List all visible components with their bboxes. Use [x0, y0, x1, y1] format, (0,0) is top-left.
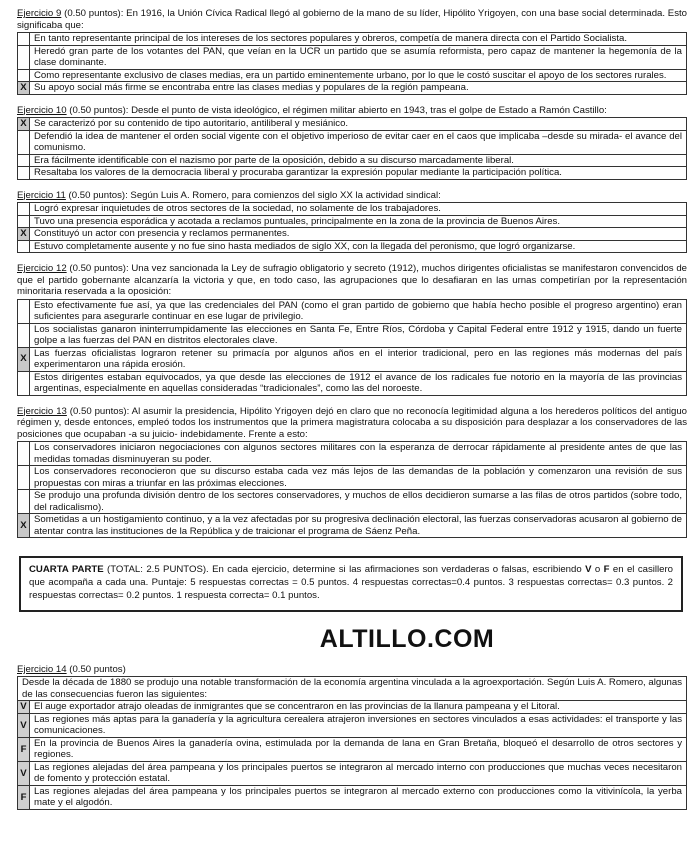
- answer-box[interactable]: [18, 323, 30, 347]
- exercise-9-text: (0.50 puntos): En 1916, la Unión Cívica Radical llegó al gobierno de la mano de su líder, Hipólito Yrigoyen, con una base social determinada. Esto significaba que:: [17, 8, 687, 31]
- option-row: [18, 240, 687, 253]
- exercise-10-intro: [17, 105, 687, 117]
- site-watermark: ALTILLO.COM: [319, 624, 495, 653]
- statement-row: [18, 737, 687, 761]
- option-row: [18, 130, 687, 154]
- answer-box[interactable]: [18, 490, 30, 514]
- answer-box-selected[interactable]: X: [18, 228, 30, 241]
- exercise-9: [17, 8, 687, 95]
- exercise-14-intro: [17, 664, 687, 676]
- option-text: Las fuerzas oficialistas lograron retener su primacía por algunos años en el interior tradicional, pero en las regiones más modernas del país experimentaron una rápida erosión.: [30, 347, 687, 371]
- exercise-10-label: Ejercicio 10: [17, 104, 67, 116]
- exercise-11-options: [17, 202, 687, 253]
- option-text: Resaltaba los valores de la democracia liberal y procuraba garantizar la expresión popular mediante la participación política.: [30, 167, 687, 180]
- answer-box[interactable]: [18, 154, 30, 167]
- exercise-10-options: [17, 117, 687, 180]
- exercise-13-label: Ejercicio 13: [17, 405, 67, 417]
- option-row: [18, 323, 687, 347]
- option-row: [18, 167, 687, 180]
- exercise-13-options: [17, 441, 687, 538]
- answer-box[interactable]: [18, 167, 30, 180]
- option-text: Los socialistas ganaron ininterrumpidamente las elecciones en Santa Fe, Entre Ríos, Córdoba y Capital Federal entre 1912 y 1915, dando un fuerte golpe a las fuerzas del PAN en distritos electorales clave.: [30, 323, 687, 347]
- exercise-10-text: (0.50 puntos): Desde el punto de vista ideológico, el régimen militar abierto en 1943, tras el golpe de Estado a Ramón Castillo:: [66, 104, 607, 116]
- exam-page: [17, 8, 687, 820]
- option-text: Logró expresar inquietudes de otros sectores de la sociedad, no solamente de los trabajadores.: [30, 203, 687, 216]
- option-text: Como representante exclusivo de clases medias, era un partido eminentemente urbano, por lo que le costó suscitar el apoyo de los sectores rurales.: [30, 69, 687, 82]
- answer-box-selected[interactable]: X: [18, 82, 30, 95]
- option-row: [18, 69, 687, 82]
- exercise-13-intro: [17, 406, 687, 441]
- statement-row: [18, 785, 687, 809]
- statement-text: Las regiones alejadas del área pampeana y los principales puertos se integraron al mercado interno con producciones que muchas veces necesitaron de fomento y protección estatal.: [30, 761, 687, 785]
- exercise-14-text: (0.50 puntos): [66, 663, 126, 675]
- option-row: [18, 466, 687, 490]
- statement-text: En la provincia de Buenos Aires la ganadería ovina, estimulada por la demanda de lana en Gran Bretaña, bloqueó el desarrollo de otros sectores y regiones.: [30, 737, 687, 761]
- option-row: [18, 215, 687, 228]
- section-four-text-a: (TOTAL: 2.5 PUNTOS). En cada ejercicio, determine si las afirmaciones son verdaderas o falsas, escribiendo: [103, 564, 586, 575]
- exercise-14-table: [17, 676, 687, 810]
- option-text: Era fácilmente identificable con el nazismo por parte de la oposición, debido a su discurso marcadamente liberal.: [30, 154, 687, 167]
- answer-box[interactable]: [18, 442, 30, 466]
- answer-box[interactable]: [18, 69, 30, 82]
- statement-row: [18, 701, 687, 714]
- answer-box[interactable]: V: [18, 701, 30, 714]
- exercise-11-intro: [17, 190, 687, 202]
- option-text: Estos dirigentes estaban equivocados, ya que desde las elecciones de 1912 el avance de los radicales fue notorio en la mayoría de las provincias argentinas, especialmente en aquellas consideradas “tradicionales”, como las del noroeste.: [30, 371, 687, 395]
- option-row: [18, 299, 687, 323]
- answer-box[interactable]: [18, 203, 30, 216]
- option-text: Heredó gran parte de los votantes del PAN, que veían en la UCR un partido que se asumía reformista, pero capaz de mantener la hegemonía de la clase dominante.: [30, 45, 687, 69]
- option-row: [18, 442, 687, 466]
- exercise-11-text: (0.50 puntos): Según Luis A. Romero, para comienzos del siglo XX la actividad sindical:: [65, 189, 441, 201]
- answer-box[interactable]: [18, 371, 30, 395]
- answer-box-selected[interactable]: X: [18, 118, 30, 131]
- statement-row: [18, 761, 687, 785]
- option-text: En tanto representante principal de los intereses de los sectores populares y obreros, competía de manera directa con el Partido Socialista.: [30, 33, 687, 46]
- exercise-14-stem: Desde la década de 1880 se produjo una notable transformación de la economía argentina vinculada a la agroexportación. Según Luis A. Romero, algunas de las consecuencias fueron las siguientes:: [18, 677, 687, 701]
- exercise-9-options: [17, 32, 687, 95]
- section-four-instructions: [19, 556, 683, 612]
- exercise-9-intro: [17, 8, 687, 31]
- option-text: Constituyó un actor con presencia y reclamos permanentes.: [30, 228, 687, 241]
- statement-text: El auge exportador atrajo oleadas de inmigrantes que se concentraron en las provincias de la llanura pampeana y el Litoral.: [30, 701, 687, 714]
- exercise-14-label: Ejercicio 14: [17, 663, 67, 675]
- answer-box[interactable]: [18, 45, 30, 69]
- option-row: [18, 203, 687, 216]
- option-row: [18, 490, 687, 514]
- exercise-13: [17, 406, 687, 539]
- exercise-10: [17, 105, 687, 180]
- option-row: [18, 45, 687, 69]
- answer-box[interactable]: F: [18, 785, 30, 809]
- statement-row: [18, 713, 687, 737]
- answer-box[interactable]: [18, 466, 30, 490]
- option-text: Defendió la idea de mantener el orden social vigente con el objetivo imperioso de evitar caer en el caos que implicaba –desde su mirada- el avance del comunismo.: [30, 130, 687, 154]
- option-row: [18, 118, 687, 131]
- exercise-12-text: (0.50 puntos): Una vez sancionada la Ley de sufragio obligatorio y secreto (1912), muchos dirigentes oficialistas se manifestaron convencidos de que el partido gobernante alcanzaría la victoria y que, en todo caso, las agrupaciones que lo desafiaran en las urnas competirían por la representación minoritaria reservada a la oposición:: [17, 263, 687, 297]
- answer-box-selected[interactable]: X: [18, 514, 30, 538]
- option-row: [18, 371, 687, 395]
- answer-box[interactable]: [18, 130, 30, 154]
- option-row: [18, 228, 687, 241]
- answer-box[interactable]: V: [18, 713, 30, 737]
- option-row: [18, 82, 687, 95]
- exercise-12-intro: [17, 263, 687, 298]
- option-text: Se produjo una profunda división dentro de los sectores conservadores, y muchos de ellos decidieron sumarse a las filas de otros partidos (sobre todo, del radicalismo).: [30, 490, 687, 514]
- option-row: [18, 33, 687, 46]
- option-row: [18, 347, 687, 371]
- option-text: Se caracterizó por su contenido de tipo autoritario, antiliberal y mesiánico.: [30, 118, 687, 131]
- answer-box-selected[interactable]: X: [18, 347, 30, 371]
- option-row: [18, 514, 687, 538]
- exercise-12-label: Ejercicio 12: [17, 263, 67, 274]
- answer-box[interactable]: [18, 33, 30, 46]
- exercise-13-text: (0.50 puntos): Al asumir la presidencia, Hipólito Yrigoyen dejó en claro que no reconocía legitimidad alguna a los herederos políticos del antiguo régimen y, desde entonces, empleó todos los instrumentos que la primera magistratura colocaba a su disposición para desplazar a los conservadores de las posiciones que ocupaban -a su juicio- indebidamente. Frente a esto:: [17, 405, 687, 440]
- exercise-14: [17, 664, 687, 810]
- exercise-11-label: Ejercicio 11: [17, 189, 66, 201]
- option-text: Esto efectivamente fue así, ya que las credenciales del PAN (como el gran partido de gobierno que había hecho posible el progreso argentino) eran suficientes para asegurarle continuar en ese lugar de privilegio.: [30, 299, 687, 323]
- true-letter: V: [585, 564, 592, 575]
- section-four-title: CUARTA PARTE: [29, 564, 104, 575]
- option-text: Los conservadores reconocieron que su discurso estaba cada vez más lejos de las demandas de la población y comenzaron una revisión de sus propuestas con miras a triunfar en las próximas elecciones.: [30, 466, 687, 490]
- false-letter: F: [603, 564, 610, 575]
- option-text: Estuvo completamente ausente y no fue sino hasta mediados de siglo XX, con la llegada del peronismo, que logró organizarse.: [30, 240, 687, 253]
- answer-box[interactable]: [18, 215, 30, 228]
- answer-box[interactable]: [18, 240, 30, 253]
- option-row: [18, 154, 687, 167]
- option-text: Su apoyo social más firme se encontraba entre las clases medias y populares de la región pampeana.: [30, 82, 687, 95]
- answer-box[interactable]: V: [18, 761, 30, 785]
- exercise-9-label: Ejercicio 9: [17, 8, 62, 19]
- option-text: Sometidas a un hostigamiento continuo, y a la vez afectadas por su progresiva declinación electoral, las fuerzas conservadoras acusaron al gobierno de atentar contra las instituciones de la República y de traicionar el programa de Sáenz Peña.: [30, 514, 687, 538]
- option-text: Tuvo una presencia esporádica y acotada a reclamos puntuales, principalmente en la zona de la provincia de Buenos Aires.: [30, 215, 687, 228]
- section-four-text-b: o: [591, 564, 604, 575]
- section-four-text-c: en el casillero que acompaña a cada una. Puntaje: 5 respuestas correctas = 0.5 puntos. 4 respuestas correctas=0.4 puntos. 3 respuestas correctas= 0.3 puntos. 2 respuestas correctas= 0.2 puntos. 1 respuesta correcta= 0.1 puntos.: [29, 564, 674, 601]
- exercise-11: [17, 190, 687, 254]
- exercise-12-options: [17, 299, 687, 396]
- statement-text: Las regiones alejadas del área pampeana y los principales puertos se integraron al mercado externo con producciones como la vitivinícola, la yerba mate y el algodón.: [30, 785, 687, 809]
- answer-box[interactable]: [18, 299, 30, 323]
- statement-text: Las regiones más aptas para la ganadería y la agricultura cerealera atrajeron inversiones en sectores vinculados a esas actividades: el transporte y las comunicaciones.: [30, 713, 687, 737]
- option-text: Los conservadores iniciaron negociaciones con algunos sectores militares con la esperanza de derrocar rápidamente al presidente antes de que las medidas tomadas disminuyeran su poder.: [30, 442, 687, 466]
- stem-row: [18, 677, 687, 701]
- exercise-12: [17, 263, 687, 396]
- answer-box[interactable]: F: [18, 737, 30, 761]
